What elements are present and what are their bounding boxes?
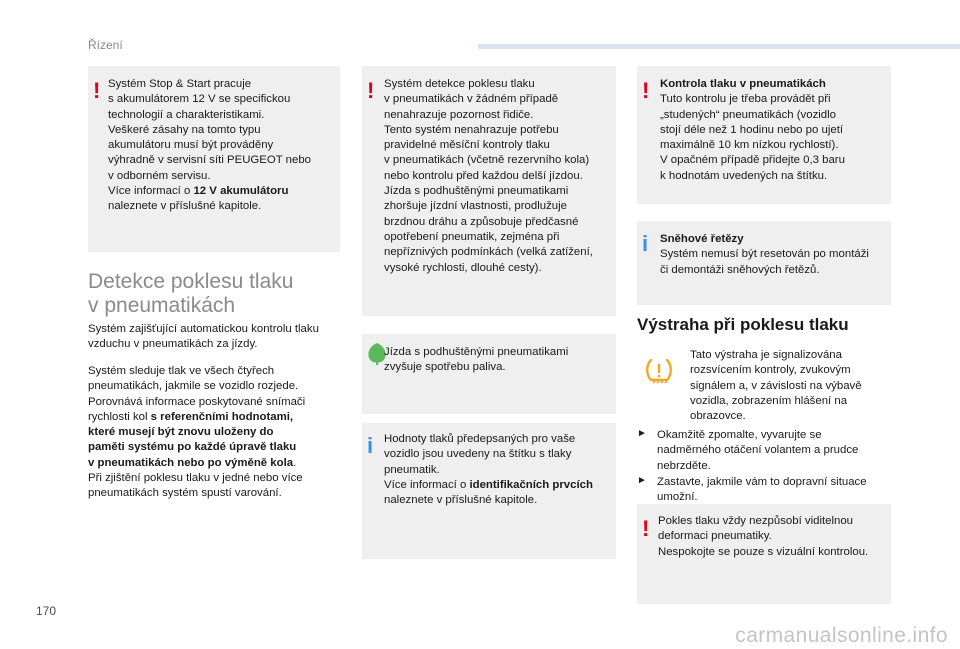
visual-check-warning-box [637,504,891,604]
page-title-line-1: Detekce poklesu tlaku [88,270,294,293]
fuel-consumption-note-box [362,334,616,414]
alert-description: Tato výstraha je signalizována rozsvícením kontroly, zvukovým signálem a, v závislosti na výbavě vozidla, zobrazením hlášení na obrazovce. [690,349,862,423]
stop-start-warning-box [88,66,340,252]
detection-text-start: Systém sleduje tlak ve všech čtyřech pneumatikách, jakmile se vozidlo rozjede. Porovnává informace poskytované snímači rychlosti kol [88,365,306,423]
detection-warning-box [362,66,616,316]
fuel-consumption-note: Jízda s podhuštěnými pneumatikami zvyšuje spotřebu paliva. [384,346,569,374]
detection-text-end: . Při zjištění poklesu tlaku v jedné nebo více pneumatikách systém spustí varování. [88,456,303,500]
pressure-values-body: Hodnoty tlaků předepsaných pro vaše vozidlo jsou uvedeny na štítku s tlaky pneumatik. [384,433,576,476]
snow-chains-info-box [637,221,891,305]
snow-chains-note [660,232,890,278]
ref-suffix: naleznete v příslušné kapitole. [384,494,538,507]
watermark: carmanualsonline.info [735,624,948,647]
warning-line: Veškeré zásahy na tomto typu [108,123,261,136]
snow-chains-text: Systém nemusí být resetován po montáži či demontáži sněhových řetězů. [660,248,869,276]
section-title: Řízení [88,38,123,52]
pressure-check-text: Tuto kontrolu je třeba provádět při „studených“ pneumatikách (vozidlo stojí déle než 1 hodinu nebo po ujetí maximálně 10 km nízkou rychlostí). V opačném případě přidejte 0,3 baru k hodnotám uvedených na štítku. [660,93,845,182]
detection-warning-text: Systém detekce poklesu tlaku v pneumatikách v žádném případě nenahrazuje pozornost řidiče. Tento systém nenahrazuje potřebu pravidelné měsíční kontroly tlaku v pneumatikách (včetně rezervního kola) nebo kontrolu před každou delší jízdou. Jízda s podhuštěnými pneumatikami zhoršuje jízdní vlastnosti, prodlužuje brzdnou dráhu a způsobuje předčasné opotřebení pneumatik, zejména při nepříznivých podmínkách (velká zatížení, vysoké rychlosti, dlouhé cesty). [384,78,593,274]
header-accent-bar [478,44,960,49]
tyre-pressure-warning-icon [645,357,673,385]
warning-line: akumulátoru musí být prováděny [108,139,274,152]
alert-section-title: Výstraha při poklesu tlaku [637,315,849,334]
warning-line: s akumulátorem 12 V se specifickou [108,93,291,106]
list-item [637,428,899,474]
ref-identification: identifikačních prvcích [469,478,593,491]
detection-text-bold: s referenčními hodnotami, které musejí být znovu uloženy do paměti systému po každé úpravě tlaku v pneumatikách nebo po výměně kola [88,410,297,469]
exclamation-icon: ! [367,78,375,103]
step-text: Zastavte, jakmile vám to dopravní situace umožní. [657,475,867,504]
warning-line: v odborném servisu. [108,169,211,182]
pressure-check-warning [660,77,890,184]
list-item [637,475,899,506]
info-icon: i [642,231,649,256]
exclamation-icon: ! [93,78,101,103]
warning-line: technologií a charakteristikami. [108,108,265,121]
triangle-bullet-icon: ► [637,428,647,439]
pressure-check-title: Kontrola tlaku v pneumatikách [660,78,826,90]
stop-start-warning-text [108,77,338,215]
page-number: 170 [36,604,57,618]
pressure-values-info-box [362,423,616,559]
pressure-values-text [384,432,616,508]
pressure-check-warning-box [637,66,891,204]
page-title [88,270,348,318]
exclamation-icon: ! [642,78,650,103]
ref-suffix: naleznete v příslušné kapitole. [108,200,262,213]
info-icon: i [367,433,374,458]
page-title-line-2: v pneumatikách [88,294,236,317]
triangle-bullet-icon: ► [637,474,647,486]
ref-battery: 12 V akumulátoru [193,185,289,198]
snow-chains-title: Sněhové řetězy [660,233,744,245]
ref-prefix: Více informací o [108,185,194,198]
exclamation-icon: ! [642,516,650,541]
warning-line: Systém Stop & Start pracuje [108,78,252,90]
step-text: Okamžitě zpomalte, vyvarujte se nadměrného otáčení volantem a prudce nebrzděte. [657,429,859,472]
intro-paragraph: Systém zajišťující automatickou kontrolu tlaku vzduchu v pneumatikách za jízdy. [88,323,319,351]
ref-prefix: Více informací o [384,478,470,491]
warning-line: výhradně v servisní síti PEUGEOT nebo [108,154,312,167]
visual-check-warning: Pokles tlaku vždy nezpůsobí viditelnou deformaci pneumatiky. Nespokojte se pouze s vizuální kontrolou. [658,515,869,558]
detection-paragraph [88,364,350,502]
